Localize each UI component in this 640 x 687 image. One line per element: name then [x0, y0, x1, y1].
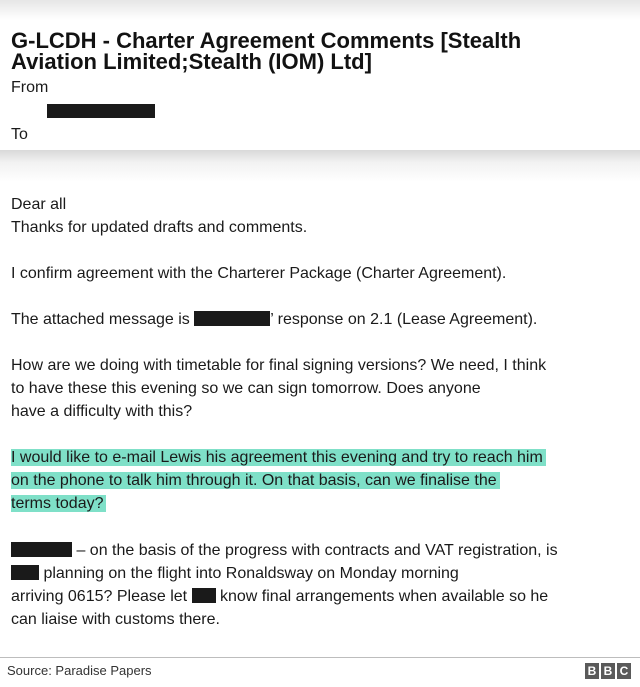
progress-text-1: – on the basis of the progress with contracts and VAT registration, is [72, 542, 558, 559]
subject-line-1: G-LCDH - Charter Agreement Comments [Stealth [11, 28, 522, 53]
progress-redaction-3 [192, 588, 216, 603]
highlight-text-1: I would like to e-mail Lewis his agreement this evening and try to reach him [11, 449, 546, 466]
attached-text-a: The attached message is [11, 311, 195, 328]
bbc-logo [585, 663, 631, 679]
progress-line-4: can liaise with customs there. [11, 611, 220, 628]
progress-redaction-1 [11, 542, 72, 557]
attached-line [11, 308, 537, 331]
source-credit: Source: Paradise Papers [7, 663, 152, 678]
progress-text-2: planning on the flight into Ronaldsway on Monday morning [39, 565, 459, 582]
highlight-text-3: terms today? [11, 495, 106, 512]
bbc-logo-letter: C [617, 663, 631, 679]
greeting: Dear all [11, 196, 67, 213]
bbc-logo-letter: B [601, 663, 615, 679]
timetable-line-1: How are we doing with timetable for final signing versions? We need, I think [11, 357, 547, 374]
email-subject [11, 30, 621, 72]
torn-edge-middle [0, 150, 640, 182]
confirm-line: I confirm agreement with the Charterer Package (Charter Agreement). [11, 265, 507, 282]
attached-text-b: ’ response on 2.1 (Lease Agreement). [270, 311, 538, 328]
subject-line-2: Aviation Limited;Stealth (IOM) Ltd] [11, 49, 372, 74]
footer-divider [0, 657, 640, 658]
highlight-line-2 [11, 469, 500, 492]
progress-text-3b: know final arrangements when available so he [215, 588, 549, 605]
progress-line-1 [11, 539, 558, 562]
progress-line-3 [11, 585, 548, 608]
highlight-text-2: on the phone to talk him through it. On that basis, can we finalise the [11, 472, 500, 489]
timetable-line-3: have a difficulty with this? [11, 403, 193, 420]
bbc-logo-letter: B [585, 663, 599, 679]
timetable-line-2: to have these this evening so we can sign tomorrow. Does anyone [11, 380, 481, 397]
highlight-line-1 [11, 446, 546, 469]
attached-redaction [194, 311, 270, 326]
torn-edge-top [0, 0, 640, 20]
from-label: From [11, 79, 49, 96]
progress-line-2 [11, 562, 459, 585]
thanks-line: Thanks for updated drafts and comments. [11, 219, 308, 236]
highlight-line-3 [11, 492, 106, 515]
progress-redaction-2 [11, 565, 39, 580]
to-label: To [11, 126, 28, 143]
progress-text-3a: arriving 0615? Please let [11, 588, 192, 605]
from-redaction [47, 104, 155, 118]
